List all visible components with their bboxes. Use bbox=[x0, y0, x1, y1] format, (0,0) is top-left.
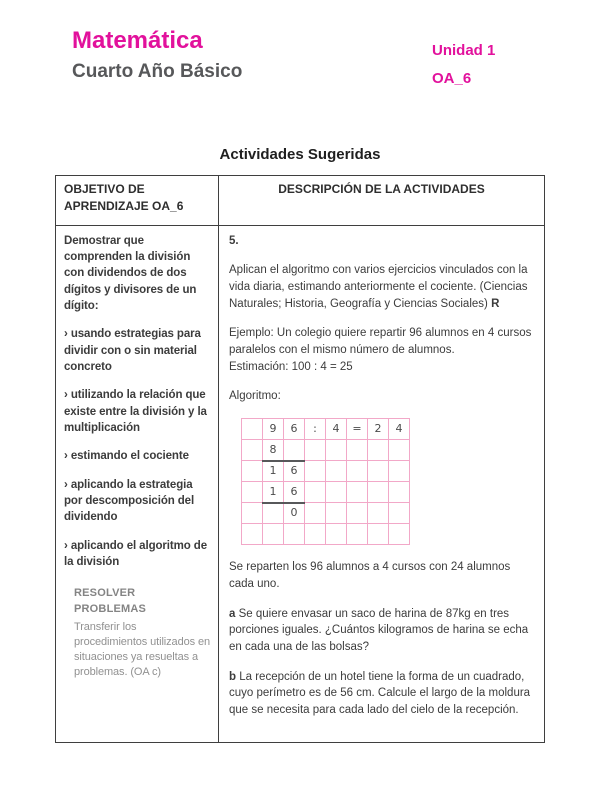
grid-cell: 0 bbox=[284, 503, 305, 524]
column-header-objective: OBJETIVO DE APRENDIZAJE OA_6 bbox=[56, 176, 219, 226]
grid-cell bbox=[389, 482, 410, 503]
objective-bullet-5: › aplicando el algoritmo de la división bbox=[64, 539, 207, 569]
objective-cell bbox=[56, 225, 219, 742]
grid-cell bbox=[389, 524, 410, 545]
grid-cell bbox=[326, 482, 347, 503]
objective-bullet-3: › estimando el cociente bbox=[64, 450, 189, 463]
grid-cell bbox=[368, 524, 389, 545]
objective-bullet-2: › utilizando la relación que existe entre la división y la multiplicación bbox=[64, 389, 207, 435]
objective-bullet-1: › usando estrategias para dividir con o sin material concreto bbox=[64, 328, 201, 374]
unit-label: Unidad 1 bbox=[432, 42, 496, 59]
grid-cell bbox=[242, 419, 263, 440]
grid-cell bbox=[263, 503, 284, 524]
exercise-a bbox=[229, 606, 534, 656]
table-header-row bbox=[56, 176, 545, 226]
grid-cell bbox=[389, 503, 410, 524]
grid-cell bbox=[347, 440, 368, 461]
grid-cell bbox=[347, 461, 368, 482]
activity-cell bbox=[219, 225, 545, 742]
column-header-description: DESCRIPCIÓN DE LA ACTIVIDADES bbox=[219, 176, 545, 226]
grid-cell bbox=[326, 503, 347, 524]
grid-cell: 8 bbox=[263, 440, 284, 461]
activity-r-marker: R bbox=[491, 297, 500, 310]
grid-cell: 6 bbox=[284, 419, 305, 440]
grid-cell bbox=[347, 503, 368, 524]
oa-code-label: OA_6 bbox=[432, 70, 472, 87]
exercise-b-text: La recepción de un hotel tiene la forma de un cuadrado, cuyo perímetro es de 56 cm. Calcule el largo de la moldura que se necesita para cada lado del cielo de la recepción. bbox=[229, 670, 531, 716]
grid-cell bbox=[242, 461, 263, 482]
grid-cell bbox=[389, 440, 410, 461]
grid-cell bbox=[305, 503, 326, 524]
grid-cell: 6 bbox=[284, 482, 305, 503]
grid-cell: 4 bbox=[389, 419, 410, 440]
page-title: Actividades Sugeridas bbox=[219, 146, 381, 163]
exercise-a-text: Se quiere envasar un saco de harina de 87kg en tres porciones iguales. ¿Cuántos kilogramos de harina se echa en cada una de las bolsas? bbox=[229, 607, 529, 653]
estimation-text: Estimación: 100 : 4 = 25 bbox=[229, 360, 353, 373]
activities-table bbox=[55, 175, 545, 743]
division-grid bbox=[241, 418, 410, 545]
grid-cell: = bbox=[347, 419, 368, 440]
note-title: RESOLVER PROBLEMAS bbox=[74, 587, 147, 615]
grid-cell: : bbox=[305, 419, 326, 440]
grid-cell bbox=[305, 440, 326, 461]
note-body: Transferir los procedimientos utilizados en situaciones ya resueltas a problemas. (OA c) bbox=[74, 620, 211, 679]
grid-cell bbox=[242, 524, 263, 545]
grid-cell bbox=[326, 461, 347, 482]
grid-cell: 2 bbox=[368, 419, 389, 440]
grid-cell bbox=[263, 524, 284, 545]
grid-cell bbox=[368, 461, 389, 482]
exercise-b bbox=[229, 669, 534, 719]
example-paragraph bbox=[229, 325, 534, 375]
algorithm-label: Algoritmo: bbox=[229, 390, 281, 403]
grid-cell bbox=[305, 524, 326, 545]
grid-cell: 6 bbox=[284, 461, 305, 482]
grid-cell: 1 bbox=[263, 461, 284, 482]
problem-solving-note bbox=[74, 586, 210, 680]
example-text: Ejemplo: Un colegio quiere repartir 96 alumnos en 4 cursos paralelos con el mismo número de alumnos. bbox=[229, 327, 532, 357]
grid-cell bbox=[368, 482, 389, 503]
grid-cell bbox=[368, 503, 389, 524]
grid-cell bbox=[242, 440, 263, 461]
subject-title: Matemática bbox=[72, 27, 203, 54]
grid-cell bbox=[242, 503, 263, 524]
grid-cell: 1 bbox=[263, 482, 284, 503]
grid-cell bbox=[347, 524, 368, 545]
objective-bullet-4: › aplicando la estrategia por descomposición del dividendo bbox=[64, 478, 195, 524]
grid-cell bbox=[284, 440, 305, 461]
grid-cell bbox=[326, 440, 347, 461]
grid-cell bbox=[305, 482, 326, 503]
result-text: Se reparten los 96 alumnos a 4 cursos con 24 alumnos cada uno. bbox=[229, 561, 511, 590]
grid-cell bbox=[389, 461, 410, 482]
grid-cell: 4 bbox=[326, 419, 347, 440]
activity-description bbox=[229, 262, 534, 312]
grid-cell bbox=[284, 524, 305, 545]
grid-cell bbox=[368, 440, 389, 461]
grid-cell: 9 bbox=[263, 419, 284, 440]
grid-cell bbox=[347, 482, 368, 503]
table-body-row bbox=[56, 225, 545, 742]
activity-description-text: Aplican el algoritmo con varios ejercicios vinculados con la vida diaria, estimando anteriormente el cociente. (Ciencias Naturales; Historia, Geografía y Ciencias Sociales) bbox=[229, 264, 528, 310]
exercise-b-label: b bbox=[229, 670, 237, 683]
grid-cell bbox=[242, 482, 263, 503]
objective-intro: Demostrar que comprenden la división con dividendos de dos dígitos y divisores de un dígito: bbox=[64, 234, 197, 313]
grade-subtitle: Cuarto Año Básico bbox=[72, 61, 243, 82]
exercise-a-label: a bbox=[229, 607, 236, 620]
grid-cell bbox=[326, 524, 347, 545]
activity-number: 5. bbox=[229, 234, 239, 247]
grid-cell bbox=[305, 461, 326, 482]
